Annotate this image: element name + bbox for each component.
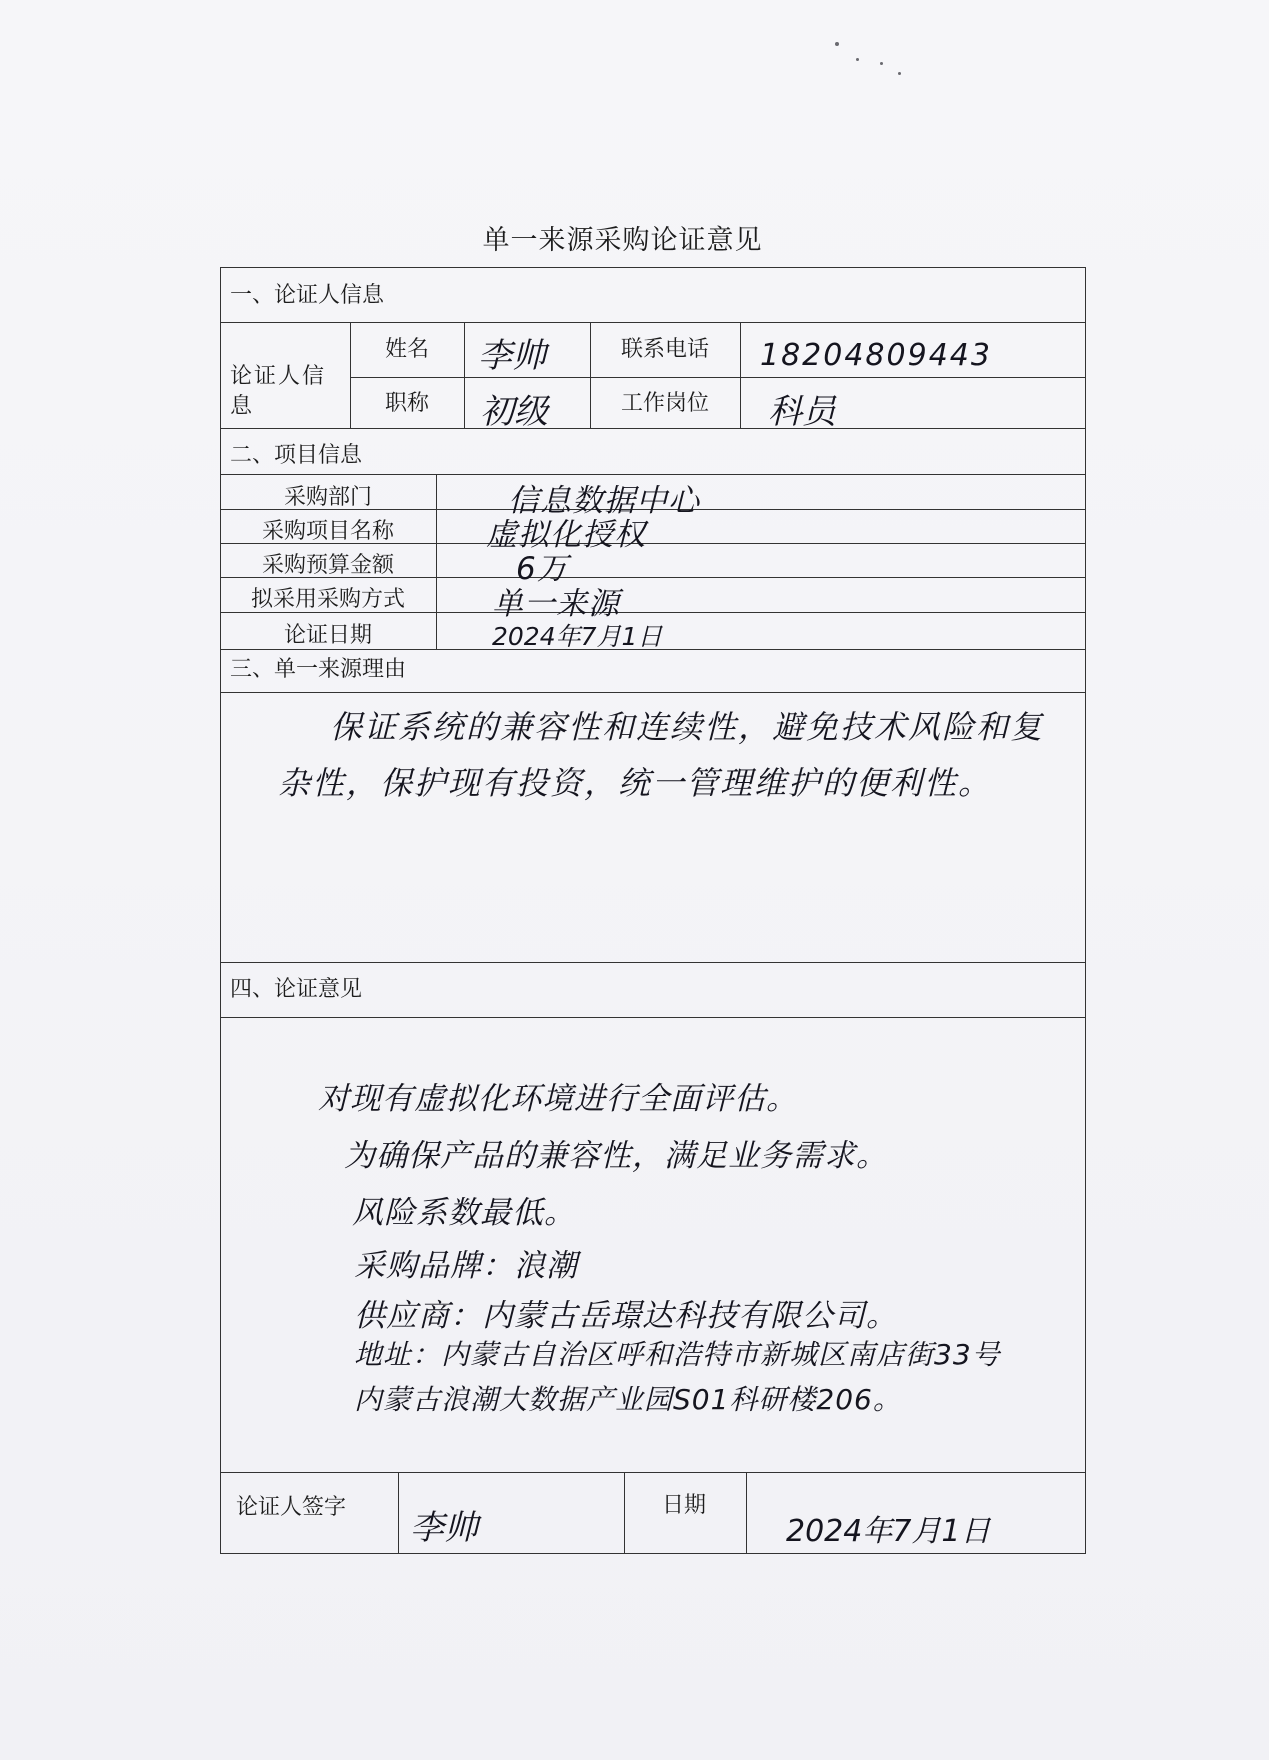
name-value: 李帅 (478, 336, 546, 376)
opinion-line-7: 内蒙古浪潮大数据产业园S01科研楼206。 (354, 1383, 902, 1416)
opinion-line-1: 对现有虚拟化环境进行全面评估。 (318, 1081, 798, 1117)
opinion-line-4: 采购品牌：浪潮 (354, 1248, 578, 1284)
signature-value: 李帅 (410, 1508, 478, 1548)
paper-speck (880, 62, 883, 65)
reason-line-1: 保证系统的兼容性和连续性，避免技术风险和复 (330, 708, 1045, 746)
project-name-label: 采购项目名称 (261, 519, 394, 544)
examiner-group-label: 论证人信 息 (230, 364, 327, 419)
reason-line-2: 杂性，保护现有投资，统一管理维护的便利性。 (278, 764, 993, 802)
paper-speck (835, 42, 839, 46)
phone-value: 18204809443 (760, 338, 992, 373)
document-title: 单一来源采购论证意见 (482, 225, 763, 256)
name-label: 姓名 (384, 337, 429, 362)
method-label: 拟采用采购方式 (250, 587, 405, 612)
dept-value: 信息数据中心 (508, 483, 700, 519)
date-value: 2024年7月1日 (492, 622, 663, 651)
post-value: 科员 (768, 392, 836, 432)
phone-label: 联系电话 (620, 337, 709, 362)
date-label: 论证日期 (283, 623, 372, 648)
dept-label: 采购部门 (283, 485, 372, 510)
signature-label: 论证人签字 (236, 1495, 347, 1520)
footer-date-label: 日期 (662, 1493, 707, 1518)
paper-speck (856, 58, 859, 61)
section-heading-3: 三、单一来源理由 (230, 657, 407, 682)
footer-date-value: 2024年7月1日 (786, 1514, 991, 1549)
budget-label: 采购预算金额 (261, 553, 394, 578)
project-name-value: 虚拟化授权 (486, 517, 646, 553)
rank-value: 初级 (480, 392, 548, 432)
post-label: 工作岗位 (620, 391, 709, 416)
section-heading-4: 四、论证意见 (230, 977, 363, 1002)
opinion-line-6: 地址：内蒙古自治区呼和浩特市新城区南店街33号 (354, 1338, 1001, 1371)
rank-label: 职称 (384, 391, 429, 416)
opinion-line-2: 为确保产品的兼容性，满足业务需求。 (344, 1138, 888, 1174)
paper-speck (898, 72, 901, 75)
section-heading-1: 一、论证人信息 (230, 283, 385, 308)
section-heading-2: 二、项目信息 (230, 443, 363, 468)
opinion-line-3: 风险系数最低。 (352, 1195, 576, 1231)
budget-value: 6万 (516, 551, 569, 587)
opinion-line-5: 供应商：内蒙古岳璟达科技有限公司。 (354, 1298, 898, 1334)
method-value: 单一来源 (492, 586, 620, 622)
